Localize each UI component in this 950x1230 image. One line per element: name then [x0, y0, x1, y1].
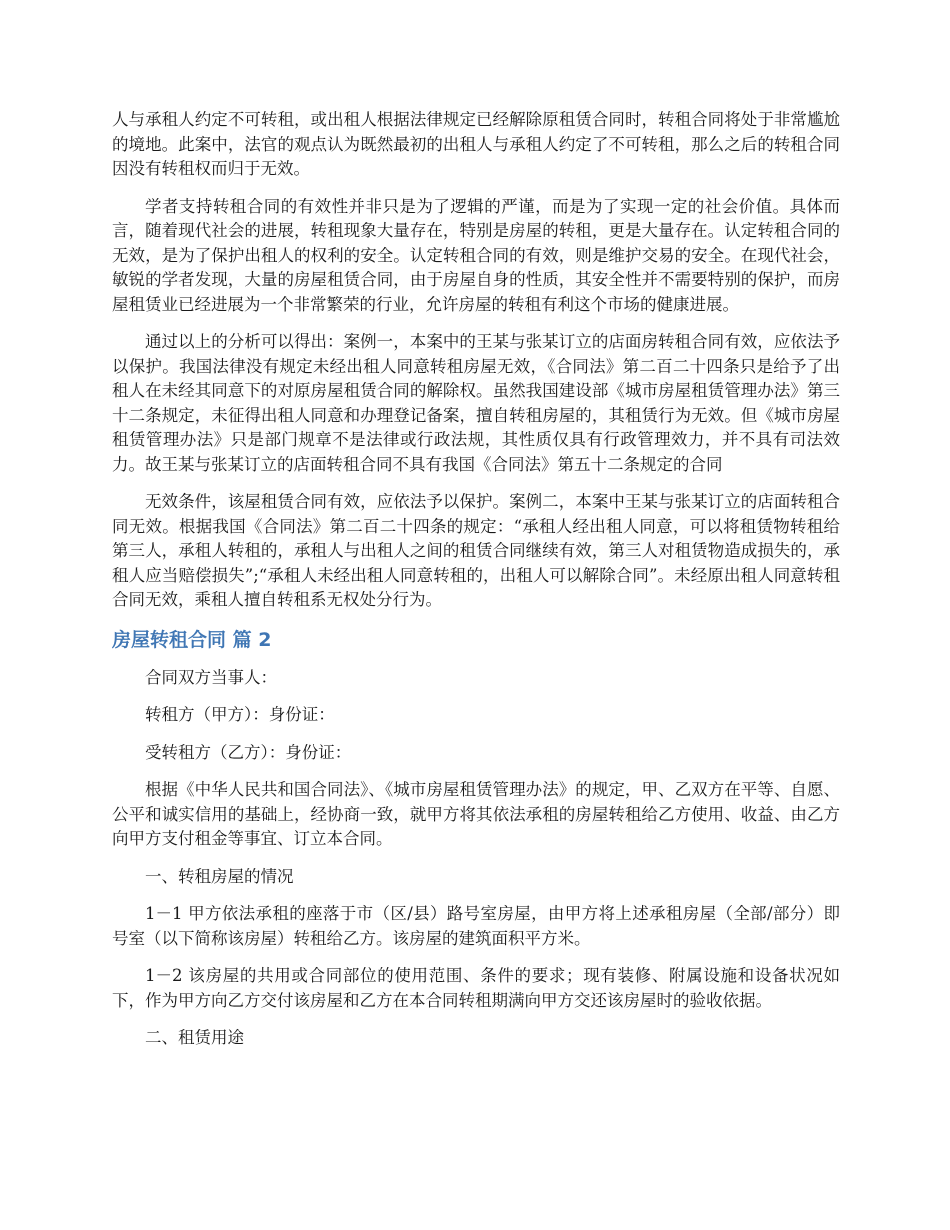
- contract-parties-label: 合同双方当事人：: [145, 667, 277, 687]
- section-heading: 房屋转租合同 篇 2: [112, 628, 272, 651]
- party-a-line: 转租方（甲方）：身份证：: [145, 705, 335, 724]
- clause-1-1: 1－1 甲方依法承租的座落于市（区/县）路号室房屋，由甲方将上述承租房屋（全部/部分）即号室（以下简称该房屋）转租给乙方。该房屋的建筑面积平方米。: [112, 904, 840, 948]
- document-page: [112, 108, 840, 1064]
- party-b-line: 受转租方（乙方）：身份证：: [145, 742, 352, 762]
- paragraph-analysis-case-two: 无效条件，该屋租赁合同有效，应依法予以保护。案例二，本案中王某与张某订立的店面转租合同无效。根据我国《合同法》第二百二十四条的规定：“承租人经出租人同意，可以将租赁物转租给第三人，承租人转租的，承租人与出租人之间的租赁合同继续有效，第三人对租赁物造成损失的，承租人应当赔偿损失”;“承租人未经出租人同意转租的，出租人可以解除合同”。未经原出租人同意转租合同无效，乘租人擅自转租系无权处分行为。: [112, 492, 840, 609]
- clause-1-2: 1－2 该房屋的共用或合同部位的使用范围、条件的要求；现有装修、附属设施和设备状况如下，作为甲方向乙方交付该房屋和乙方在本合同转租期满向甲方交还该房屋时的验收依据。: [112, 966, 840, 1010]
- clause-heading-two: 二、租赁用途: [145, 1028, 244, 1047]
- contract-preamble: 根据《中华人民共和国合同法》、《城市房屋租赁管理办法》的规定，甲、乙双方在平等、自愿、公平和诚实信用的基础上，经协商一致，就甲方将其依法承租的房屋转租给乙方使用、收益、由乙方向甲方支付租金等事宜、订立本合同。: [112, 780, 840, 848]
- paragraph-continued: 人与承租人约定不可转租，或出租人根据法律规定已经解除原租赁合同时，转租合同将处于非常尴尬的境地。此案中，法官的观点认为既然最初的出租人与承租人约定了不可转租，那么之后的转租合同因没有转租权而归于无效。: [112, 110, 840, 178]
- paragraph-scholars-view: 学者支持转租合同的有效性并非只是为了逻辑的严谨，而是为了实现一定的社会价值。具体而言，随着现代社会的进展，转租现象大量存在，特别是房屋的转租，更是大量存在。认定转租合同的无效，是为了保护出租人的权利的安全。认定转租合同的有效，则是维护交易的安全。在现代社会，敏锐的学者发现，大量的房屋租赁合同，由于房屋自身的性质，其安全性并不需要特别的保护，而房屋租赁业已经进展为一个非常繁荣的行业，允许房屋的转租有利这个市场的健康进展。: [112, 196, 840, 314]
- paragraph-analysis-case-one: 通过以上的分析可以得出：案例一，本案中的王某与张某订立的店面房转租合同有效，应依法予以保护。我国法律没有规定未经出租人同意转租房屋无效，《合同法》第二百二十四条只是给予了出租人在未经其同意下的对原房屋租赁合同的解除权。虽然我国建设部《城市房屋租赁管理办法》第三十二条规定，未征得出租人同意和办理登记备案，擅自转租房屋的，其租赁行为无效。但《城市房屋租赁管理办法》只是部门规章不是法律或行政法规，其性质仅具有行政管理效力，并不具有司法效力。故王某与张某订立的店面转租合同不具有我国《合同法》第五十二条规定的合同: [112, 332, 840, 474]
- clause-heading-one: 一、转租房屋的情况: [145, 866, 294, 886]
